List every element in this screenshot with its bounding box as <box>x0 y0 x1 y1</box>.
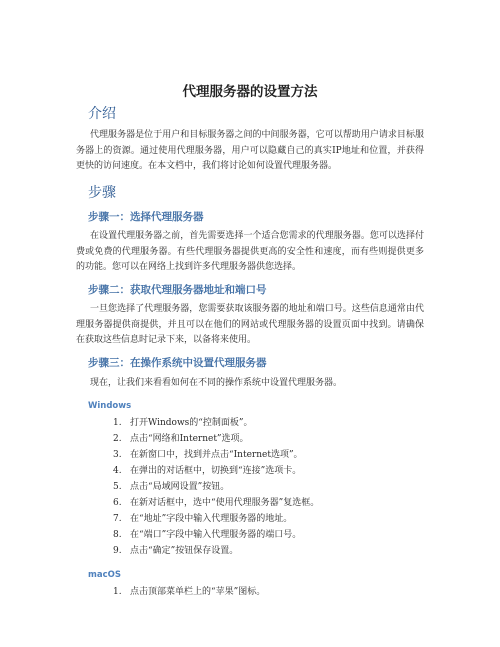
macos-heading: macOS <box>88 570 121 580</box>
list-item <box>0 464 500 479</box>
list-item-number: 3. <box>113 450 122 460</box>
list-item-number: 9. <box>113 546 122 556</box>
step3-heading: 步骤三：在操作系统中设置代理服务器 <box>88 357 267 369</box>
list-item-text: 点击“确定”按钮保存设置。 <box>130 546 239 556</box>
list-item <box>0 480 500 495</box>
list-item <box>0 528 500 543</box>
list-item <box>0 432 500 447</box>
step2-paragraph: 一旦您选择了代理服务器，您需要获取该服务器的地址和端口号。这些信息通常由代理服务器提供商提供，并且可以在他们的网站或代理服务器的设置页面中找到。请确保在获取这些信息时记录下来，以备将来使用。 <box>76 304 424 345</box>
list-item-number: 1. <box>113 418 122 428</box>
list-item-number: 5. <box>113 482 122 492</box>
windows-heading: Windows <box>88 401 132 411</box>
list-item-text: 在“地址”字段中输入代理服务器的地址。 <box>130 514 293 524</box>
list-item <box>0 512 500 527</box>
list-item-number: 4. <box>113 466 122 476</box>
list-item-text: 打开Windows的“控制面板”。 <box>130 418 253 428</box>
intro-paragraph: 代理服务器是位于用户和目标服务器之间的中间服务器，它可以帮助用户请求目标服务器上的资源。通过使用代理服务器，用户可以隐藏自己的真实IP地址和位置，并获得更快的访问速度。在本文档中，我们将讨论如何设置代理服务器。 <box>76 130 424 171</box>
list-item-text: 点击顶部菜单栏上的“苹果”图标。 <box>130 587 266 597</box>
step2-heading: 步骤二：获取代理服务器地址和端口号 <box>88 284 267 296</box>
intro-heading: 介绍 <box>88 106 116 122</box>
steps-heading: 步骤 <box>88 185 116 201</box>
list-item-number: 2. <box>113 434 122 444</box>
list-item-text: 在弹出的对话框中，切换到“连接”选项卡。 <box>130 466 302 476</box>
step3-paragraph: 现在，让我们来看看如何在不同的操作系统中设置代理服务器。 <box>90 378 343 388</box>
step1-heading: 步骤一：选择代理服务器 <box>88 211 204 223</box>
list-item-text: 点击“局域网设置”按钮。 <box>130 482 230 492</box>
list-item-text: 点击“网络和Internet”选项。 <box>130 434 249 444</box>
list-item-number: 8. <box>113 530 122 540</box>
list-item-text: 在“端口”字段中输入代理服务器的端口号。 <box>130 530 302 540</box>
list-item <box>0 585 500 600</box>
list-item <box>0 496 500 511</box>
list-item-number: 1. <box>113 587 122 597</box>
list-item-text: 在新窗口中，找到并点击“Internet选项”。 <box>130 450 303 460</box>
list-item <box>0 544 500 559</box>
list-item <box>0 448 500 463</box>
page-title: 代理服务器的设置方法 <box>182 84 318 100</box>
step1-paragraph: 在设置代理服务器之前，首先需要选择一个适合您需求的代理服务器。您可以选择付费或免费的代理服务器。有些代理服务器提供更高的安全性和速度，而有些则提供更多的功能。您可以在网络上找到许多代理服务器供您选择。 <box>76 231 424 272</box>
list-item-text: 在新对话框中，选中“使用代理服务器”复选框。 <box>130 498 320 508</box>
list-item-number: 7. <box>113 514 122 524</box>
list-item-number: 6. <box>113 498 122 508</box>
list-item <box>0 416 500 431</box>
